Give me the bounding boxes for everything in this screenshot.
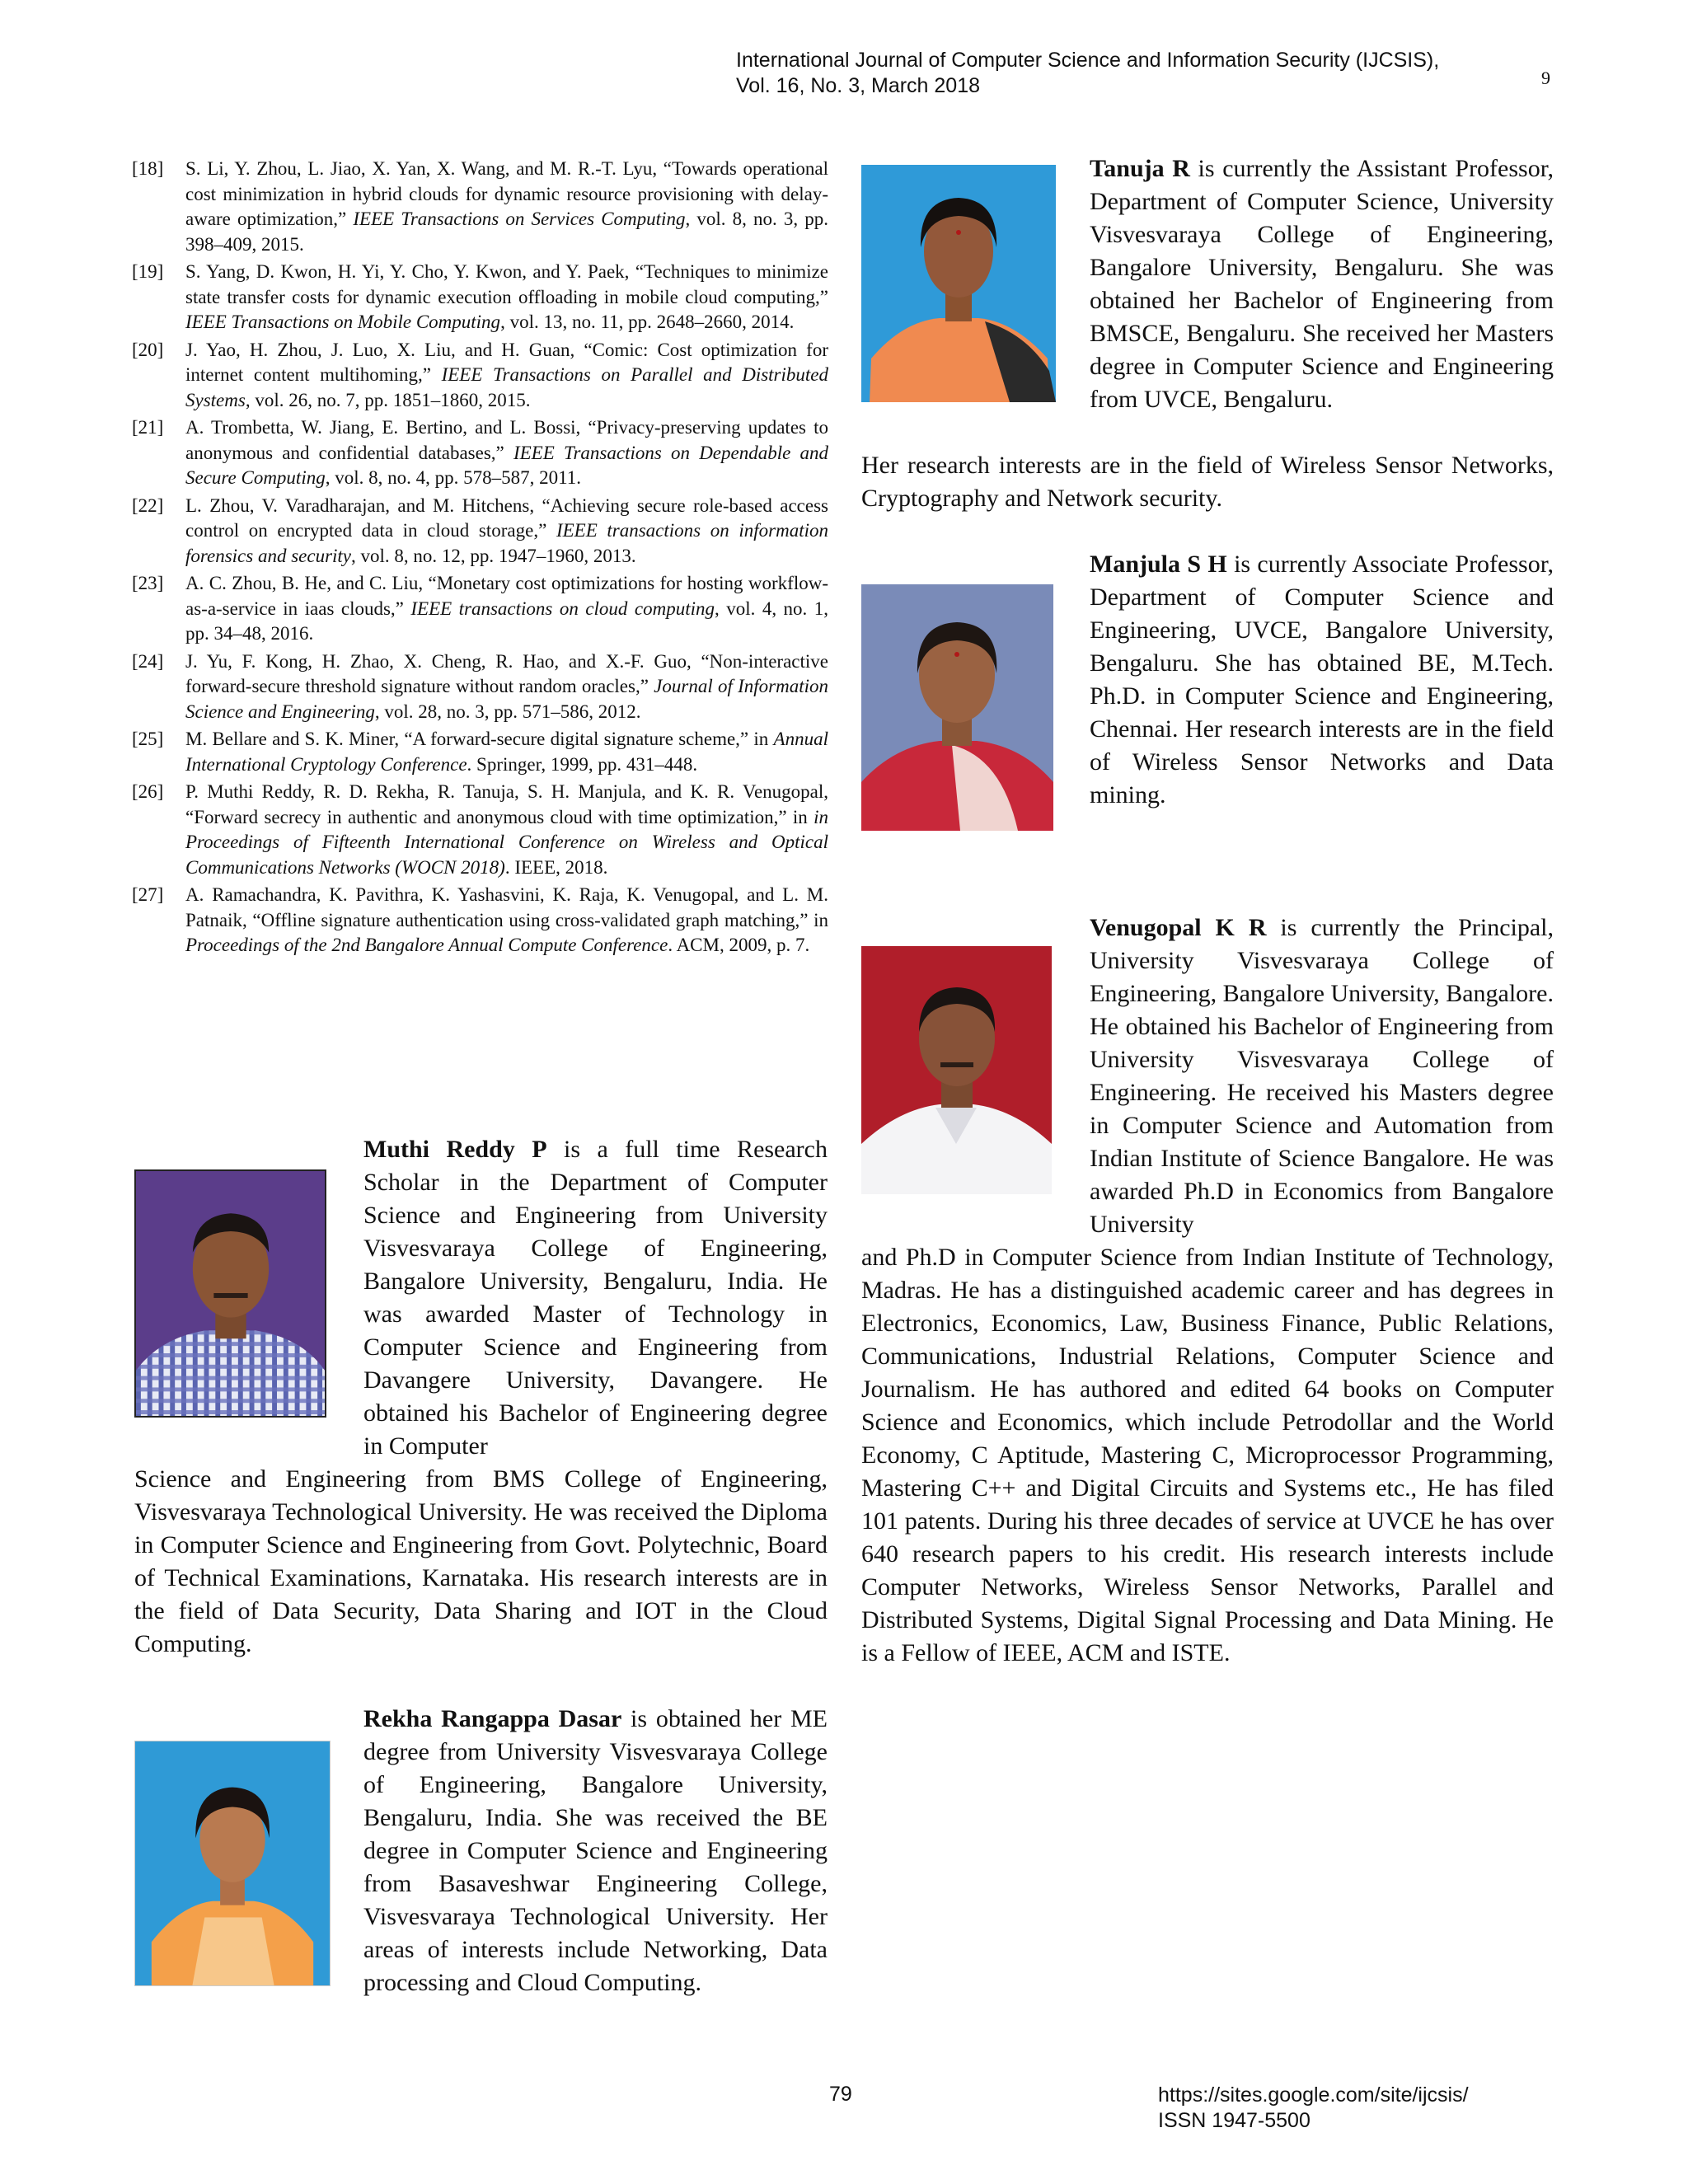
venugopal-name: Venugopal K R [1090, 914, 1267, 941]
reference-venue: IEEE Transactions on Mobile Computing [185, 312, 501, 332]
reference-number: [25] [132, 729, 164, 749]
reference-body: M. Bellare and S. K. Miner, “A forward-secure digital signature scheme,” in [185, 729, 774, 749]
reference-item [132, 260, 828, 335]
tanuja-photo [861, 165, 1056, 402]
journal-volume: Vol. 16, No. 3, March 2018 [736, 74, 981, 97]
reference-details: , vol. 8, no. 4, pp. 578–587, 2011. [325, 467, 582, 488]
reference-venue: Annual International Cryptology Conference [185, 729, 828, 775]
rekha-photo [134, 1741, 331, 1986]
reference-item [132, 338, 828, 414]
reference-venue: IEEE transactions on cloud computing [410, 598, 715, 619]
reference-venue: IEEE Transactions on Services Computing [353, 209, 686, 229]
journal-title: International Journal of Computer Science and Information Security (IJCSIS), [736, 49, 1440, 72]
footer-info [1158, 2083, 1469, 2134]
manjula-bio-text: is currently Associate Professor, Department of Computer Science and Engineering, UVCE, Bangalore University, Bengaluru. She has obtained BE, M.Tech. Ph.D. in Computer Science and Engineering, Chennai. Her research interests are in the field of Wireless Sensor Networks and Data mining. [1090, 551, 1554, 808]
reference-details: . Springer, 1999, pp. 431–448. [467, 753, 698, 775]
reference-body: P. Muthi Reddy, R. D. Rekha, R. Tanuja, S. H. Manjula, and K. R. Venugopal, “Forward secrecy in authentic and anonymous cloud with time optimization,” in [185, 781, 828, 827]
footer-url: https://sites.google.com/site/ijcsis/ [1158, 2083, 1469, 2107]
manjula-bio [1090, 548, 1554, 812]
reference-item [132, 494, 828, 569]
reference-number: [19] [132, 261, 164, 282]
tanuja-bio-wrapped [1090, 152, 1554, 416]
page-number: 9 [1541, 68, 1550, 88]
manjula-name: Manjula S H [1090, 551, 1227, 578]
muthi-reddy-name: Muthi Reddy P [363, 1136, 547, 1163]
reference-details: , vol. 4, no. 1, pp. 34–48, 2016. [185, 598, 829, 644]
reference-number: [26] [132, 781, 164, 802]
reference-item [132, 883, 828, 958]
reference-details: , vol. 8, no. 12, pp. 1947–1960, 2013. [351, 545, 636, 566]
venugopal-photo [861, 946, 1052, 1194]
tanuja-name: Tanuja R [1090, 155, 1190, 182]
reference-venue: Journal of Information Science and Engineering [185, 676, 828, 722]
tanuja-bio-full: Her research interests are in the field of Wireless Sensor Networks, Cryptography and Network security. [861, 452, 1554, 512]
tanuja-bio-text: is currently the Assistant Professor, Department of Computer Science, University Visvesvaraya College of Engineering, Bangalore University, Bengaluru. She was obtained her Bachelor of Engineering from BMSCE, Bengaluru. She received her Masters degree in Computer Science and Engineering from UVCE, Bengaluru. [1090, 155, 1554, 413]
reference-item [132, 780, 828, 880]
reference-number: [21] [132, 417, 164, 438]
reference-number: [27] [132, 884, 164, 905]
reference-number: [18] [132, 158, 164, 179]
rekha-bio [363, 1703, 828, 1999]
reference-details: . IEEE, 2018. [504, 856, 608, 878]
reference-details: , vol. 26, no. 7, pp. 1851–1860, 2015. [245, 389, 531, 410]
reference-body: S. Yang, D. Kwon, H. Yi, Y. Cho, Y. Kwon, and Y. Paek, “Techniques to minimize state transfer costs for dynamic execution offloading in mobile cloud computing,” [185, 261, 828, 307]
muthi-reddy-photo [134, 1169, 326, 1418]
reference-item [132, 157, 828, 257]
reference-venue: Proceedings of the 2nd Bangalore Annual Compute Conference [185, 935, 668, 955]
venugopal-bio-wrapped [1090, 912, 1554, 1241]
reference-number: [24] [132, 650, 164, 672]
reference-body: J. Yao, H. Zhou, J. Luo, X. Liu, and H. Guan, “Comic: Cost optimization for internet content multihoming,” [185, 339, 828, 385]
reference-item [132, 649, 828, 725]
reference-body: S. Li, Y. Zhou, L. Jiao, X. Yan, X. Wang, and M. R.-T. Lyu, “Towards operational cost minimization in hybrid clouds for dynamic resource provisioning with delay-aware optimization,” [185, 158, 828, 229]
reference-venue: IEEE Transactions on Parallel and Distributed Systems [185, 364, 828, 410]
reference-body: A. Trombetta, W. Jiang, E. Bertino, and L. Bossi, “Privacy-preserving updates to anonymous and confidential databases,” [185, 417, 828, 463]
references-list [132, 157, 828, 961]
reference-body: A. Ramachandra, K. Pavithra, K. Yashasvini, K. Raja, K. Venugopal, and L. M. Patnaik, “Offline signature authentication using cross-validated graph matching,” in [185, 884, 828, 930]
venugopal-bio-text: is currently the Principal, University Visvesvaraya College of Engineering, Bangalore University, Bangalore. He obtained his Bachelor of Engineering from University Visvesvaraya College of Engineering. He received his Masters degree in Computer Science and Automation from Indian Institute of Science Bangalore. He was awarded Ph.D in Economics from Bangalore University [1090, 914, 1554, 1238]
reference-details: . ACM, 2009, p. 7. [668, 935, 810, 955]
journal-header [736, 48, 1601, 99]
reference-venue: IEEE Transactions on Dependable and Secure Computing [185, 442, 829, 488]
reference-venue: in Proceedings of Fifteenth International Conference on Wireless and Optical Communications Networks (WOCN 2018) [185, 806, 828, 878]
reference-body: L. Zhou, V. Varadharajan, and M. Hitchens, “Achieving secure role-based access control on encrypted data in cloud storage,” [185, 494, 828, 541]
reference-details: , vol. 28, no. 3, pp. 571–586, 2012. [374, 701, 641, 722]
muthi-reddy-bio-text: is a full time Research Scholar in the Department of Computer Science and Engineering from University Visvesvaraya College of Engineering, Bangalore University, Bengaluru, India. He was awarded Master of Technology in Computer Science and Engineering from Davangere University, Davangere. He obtained his Bachelor of Engineering degree in Computer [363, 1136, 828, 1460]
footer-issn: ISSN 1947-5500 [1158, 2109, 1311, 2132]
reference-body: J. Yu, F. Kong, H. Zhao, X. Cheng, R. Hao, and X.-F. Guo, “Non-interactive forward-secure threshold signature without random oracles,” [185, 650, 828, 696]
muthi-reddy-bio-wrapped [363, 1133, 828, 1463]
reference-item [132, 571, 828, 647]
manjula-photo [861, 584, 1053, 831]
reference-item [132, 415, 828, 491]
reference-body: A. C. Zhou, B. He, and C. Liu, “Monetary cost optimizations for hosting workflow-as-a-service in iaas clouds,” [185, 573, 828, 619]
reference-item [132, 727, 828, 777]
footer-page-number: 79 [829, 2083, 852, 2106]
reference-details: , vol. 8, no. 3, pp. 398–409, 2015. [185, 209, 829, 255]
rekha-name: Rekha Rangappa Dasar [363, 1705, 622, 1732]
rekha-bio-text: is obtained her ME degree from University Visvesvaraya College of Engineering, Bangalore University, Bengaluru, India. She was received the BE degree in Computer Science and Engineering from Basaveshwar Engineering College, Visvesvaraya Technological University. Her areas of interests include Networking, Data processing and Cloud Computing. [363, 1705, 828, 1996]
venugopal-bio-full: and Ph.D in Computer Science from Indian Institute of Technology, Madras. He has a distinguished academic career and has degrees in Electronics, Economics, Law, Business Finance, Public Relations, Communications, Industrial Relations, Computer Science and Journalism. He has authored and edited 64 books on Computer Science and Economics, which include Petrodollar and the World Economy, C Aptitude, Mastering C, Microprocessor Programming, Mastering C++ and Digital Circuits and Systems etc., He has filed 101 patents. During his three decades of service at UVCE he has over 640 research papers to his credit. His research interests include Computer Networks, Wireless Sensor Networks, Parallel and Distributed Systems, Digital Signal Processing and Data Mining. He is a Fellow of IEEE, ACM and ISTE. [861, 1244, 1554, 1666]
reference-number: [22] [132, 494, 164, 516]
reference-venue: IEEE transactions on information forensics and security [185, 520, 828, 566]
reference-number: [20] [132, 339, 164, 360]
muthi-reddy-bio-full: Science and Engineering from BMS College of Engineering, Visvesvaraya Technological University. He was received the Diploma in Computer Science and Engineering from Govt. Polytechnic, Board of Technical Examinations, Karnataka. His research interests are in the field of Data Security, Data Sharing and IOT in the Cloud Computing. [134, 1465, 828, 1657]
reference-details: , vol. 13, no. 11, pp. 2648–2660, 2014. [500, 312, 795, 332]
reference-number: [23] [132, 573, 164, 593]
